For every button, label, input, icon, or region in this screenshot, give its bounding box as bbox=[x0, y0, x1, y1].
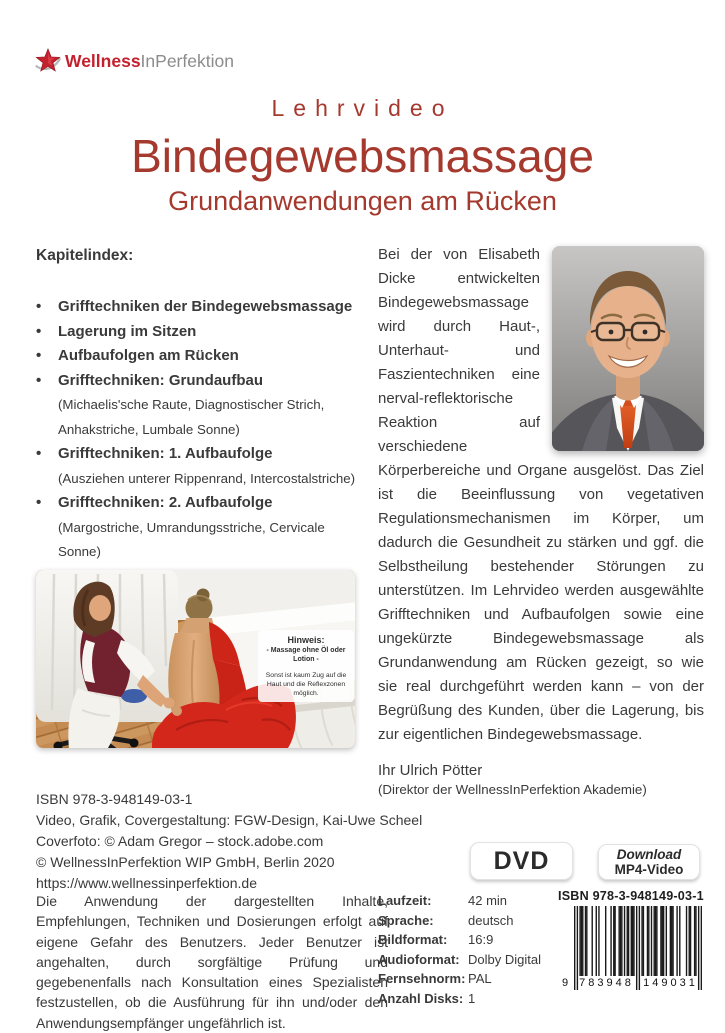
intro-section bbox=[378, 243, 704, 799]
spec-value: 42 min bbox=[468, 893, 508, 908]
spec-row bbox=[378, 930, 560, 950]
spec-value: 1 bbox=[468, 990, 476, 1006]
spec-label: Sprache: bbox=[378, 912, 434, 928]
chapter-index-heading: Kapitelindex: bbox=[36, 247, 134, 264]
download-mp4-badge bbox=[598, 844, 700, 880]
chapter-label: Grifftechniken: Grundaufbau bbox=[58, 371, 264, 389]
brand-logo bbox=[33, 46, 234, 76]
website-link[interactable]: https://www.wellnessinperfektion.de bbox=[36, 875, 257, 891]
spec-label: Laufzeit: bbox=[378, 893, 432, 908]
title-kicker: Lehrvideo bbox=[271, 95, 454, 121]
bullet-icon: • bbox=[36, 347, 42, 364]
spec-value: 16:9 bbox=[468, 932, 494, 948]
spec-row bbox=[378, 989, 560, 1009]
imprint-coverfoto: Coverfoto: © Adam Gregor – stock.adobe.com bbox=[36, 833, 324, 849]
star-icon bbox=[33, 46, 63, 76]
dvd-badge-label: DVD bbox=[493, 846, 550, 875]
chapter-item bbox=[36, 442, 368, 467]
spec-row bbox=[378, 891, 560, 911]
bullet-icon: • bbox=[36, 371, 42, 389]
hinweis-body: Sonst ist kaum Zug auf die Haut und die Reflexzonen möglich. bbox=[265, 671, 347, 697]
bullet-icon: • bbox=[36, 322, 42, 340]
chapter-item bbox=[36, 344, 368, 369]
spec-label: Bildformat: bbox=[378, 932, 448, 948]
spec-label: Audioformat: bbox=[378, 951, 460, 967]
spec-value: deutsch bbox=[468, 912, 514, 928]
download-badge-line1: Download bbox=[616, 847, 682, 862]
spec-row bbox=[378, 969, 560, 989]
chapter-item bbox=[36, 320, 368, 345]
hinweis-subtitle: - Massage ohne Öl oder Lotion - bbox=[266, 646, 346, 663]
massage-photo bbox=[36, 570, 355, 748]
portrait-photo bbox=[552, 246, 704, 451]
chapter-item bbox=[36, 491, 368, 516]
ean-barcode bbox=[558, 906, 708, 1006]
chapter-item bbox=[36, 295, 368, 320]
chapter-label: Grifftechniken: 2. Aufbaufolge bbox=[58, 494, 273, 511]
imprint-credits: Video, Grafik, Covergestaltung: FGW-Design, Kai-Uwe Scheel bbox=[36, 812, 423, 828]
spec-row bbox=[378, 911, 560, 931]
signature-name: Ihr Ulrich Pötter bbox=[378, 762, 483, 779]
page-subtitle: Grundanwendungen am Rücken bbox=[168, 186, 557, 216]
barcode-digits-right: 149031 bbox=[643, 977, 698, 989]
dvd-badge bbox=[470, 842, 573, 880]
spec-value: PAL bbox=[468, 971, 492, 987]
bullet-icon: • bbox=[36, 494, 42, 511]
signature-block bbox=[378, 760, 704, 799]
bullet-icon: • bbox=[36, 298, 42, 315]
download-badge-line2: MP4-Video bbox=[614, 862, 684, 877]
intro-paragraph: Bei der von Elisabeth Dicke entwickelten Bindegewebsmassage wird durch Haut-, Unterhaut- und Faszientechniken eine nerval-reflektorische Reaktion auf verschiedene Körperbereiche und Organe ausgelöst. Das Ziel ist die Beeinflussung von vegetativen Regulationsmechanismen im Körper, um dadurch die Gesundheit zu stärken und ggf. die Selbstheilung bestehender Störungen zu unterstützen. Im Lehrvideo werden ausgewählte Grifftechniken und Aufbaufolgen sowie eine ungekürzte Bindegewebsmassage als Grundanwendung am Rücken gezeigt, so wie sie real durchgeführt werden kann – von der Begrüßung des Kunden, über die Lagerung, bis zur eigentlichen Bindegewebsmassage. bbox=[378, 246, 704, 743]
imprint-block bbox=[36, 789, 423, 894]
chapter-index bbox=[36, 247, 368, 614]
chapter-sublabel: (Ausziehen unterer Rippenrand, Intercostalstriche) bbox=[58, 470, 356, 486]
chapter-label: Aufbaufolgen am Rücken bbox=[58, 347, 239, 364]
logo-word-wellness: Wellness bbox=[65, 50, 141, 71]
hand-shape bbox=[164, 698, 175, 709]
hinweis-title: Hinweis: bbox=[287, 634, 325, 645]
spec-label: Anzahl Disks: bbox=[378, 990, 464, 1006]
hinweis-note bbox=[258, 630, 354, 702]
disclaimer-text: Die Anwendung der dargestellten Inhalte, Empfehlungen, Techniken und Dosierungen erfolgt auf eigene Gefahr des Benutzers. Jeder Benutzer ist angehalten, durch sorgfältige Prüfung und gegebenenfalls nach Konsultation eines Spezialisten festzustellen, ob die Ausführung für ihn und/oder den Anwendungsempfänger ungefährlich ist. bbox=[36, 893, 388, 1031]
chapter-item bbox=[36, 369, 368, 394]
signature-role: (Direktor der WellnessInPerfektion Akademie) bbox=[378, 782, 647, 797]
spec-value: Dolby Digital bbox=[468, 951, 541, 967]
spec-label: Fernsehnorm: bbox=[378, 971, 466, 987]
bullet-icon: • bbox=[36, 445, 42, 462]
chapter-label: Grifftechniken der Bindegewebsmassage bbox=[58, 298, 353, 315]
portrait-illustration bbox=[552, 246, 704, 451]
imprint-copyright: © WellnessInPerfektion WIP GmbH, Berlin 2020 bbox=[36, 854, 335, 870]
chapter-label: Grifftechniken: 1. Aufbaufolge bbox=[58, 445, 273, 462]
therapist-face bbox=[89, 595, 111, 621]
page-title: Bindegewebsmassage bbox=[131, 130, 594, 182]
chapter-sublabel: (Michaelis'sche Raute, Diagnostischer Strich, Anhakstriche, Lumbale Sonne) bbox=[58, 397, 325, 437]
spec-row bbox=[378, 950, 560, 970]
barcode-digit-first: 9 bbox=[562, 977, 569, 989]
title-block bbox=[0, 95, 725, 217]
barcode-block bbox=[558, 889, 708, 1006]
tech-specs bbox=[378, 891, 560, 1009]
chapter-sublabel: (Margostriche, Umrandungsstriche, Cervicale Sonne) bbox=[58, 519, 325, 559]
logo-word-inperfektion: InPerfektion bbox=[140, 50, 234, 71]
imprint-isbn: ISBN 978-3-948149-03-1 bbox=[36, 791, 193, 807]
barcode-digits-left: 783948 bbox=[579, 977, 634, 989]
chapter-label: Lagerung im Sitzen bbox=[58, 322, 197, 340]
barcode-isbn-label: ISBN 978-3-948149-03-1 bbox=[558, 889, 704, 903]
